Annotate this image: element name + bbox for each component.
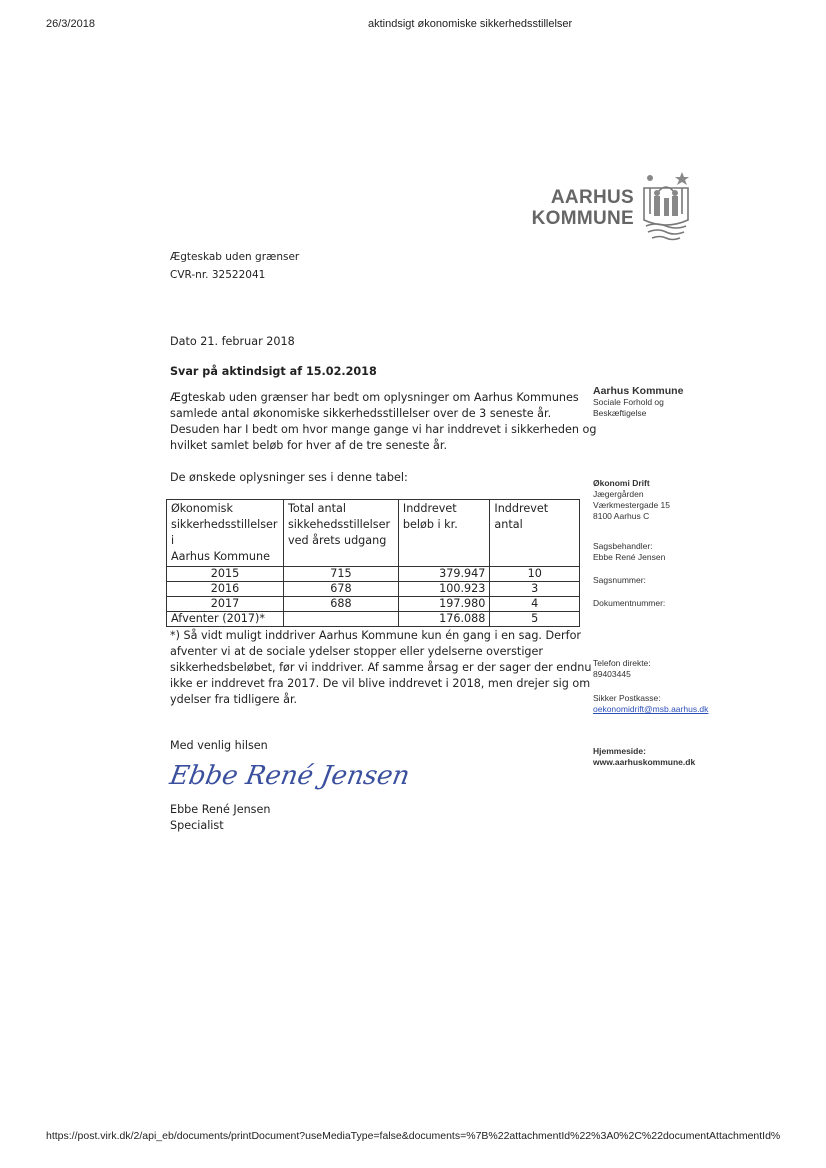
letter-date: Dato 21. februar 2018 xyxy=(170,335,295,348)
header-line: antal xyxy=(494,518,523,531)
case-handler-label: Sagsbehandler: xyxy=(593,541,653,551)
data-table xyxy=(166,499,580,627)
table-cell: 176.088 xyxy=(398,612,490,627)
sidebar-case-handler xyxy=(593,541,665,563)
paragraph-line: afventer vi at de sociale ydelser stopper eller ydelserne overstiger xyxy=(170,645,544,658)
case-number-label: Sagsnummer: xyxy=(593,575,646,585)
table-header-cell xyxy=(398,500,490,567)
case-handler-value: Ebbe René Jensen xyxy=(593,552,666,562)
table-cell: 5 xyxy=(490,612,580,627)
intro-paragraph xyxy=(170,390,596,454)
sidebar-address-line: Værkmestergade 15 xyxy=(593,500,671,510)
sidebar-address-line: 8100 Aarhus C xyxy=(593,511,650,521)
paragraph-line: hvilket samlet beløb for hver af de tre seneste år. xyxy=(170,439,448,452)
paragraph-line: Desuden har I bedt om hvor mange gange vi har inddrevet i sikkerheden og xyxy=(170,423,597,436)
table-cell: 688 xyxy=(283,597,398,612)
letter-subject: Svar på aktindsigt af 15.02.2018 xyxy=(170,365,377,378)
header-line: sikkehedsstillelser xyxy=(287,518,391,531)
signer-name: Ebbe René Jensen xyxy=(170,803,271,816)
header-line: beløb i kr. xyxy=(402,518,458,531)
header-line: Økonomisk xyxy=(171,502,233,515)
table-header-row xyxy=(167,500,580,567)
recipient-cvr: CVR-nr. 32522041 xyxy=(170,269,266,281)
logo-line-1: AARHUS xyxy=(550,187,634,208)
sidebar-dept-line: Beskæftigelse xyxy=(593,408,647,418)
table-cell: 379.947 xyxy=(398,567,490,582)
sidebar-website xyxy=(593,746,695,768)
sidebar-address xyxy=(593,478,670,522)
table-cell xyxy=(283,612,398,627)
table-intro: De ønskede oplysninger ses i denne tabel: xyxy=(170,471,408,484)
document-number-label: Dokumentnummer: xyxy=(593,598,666,608)
header-line: Aarhus Kommune xyxy=(171,550,270,563)
paragraph-line: ydelser fra tidligere år. xyxy=(170,693,298,706)
table-header-cell xyxy=(490,500,580,567)
sidebar-org: Aarhus Kommune xyxy=(593,385,684,397)
print-title: aktindsigt økonomiske sikkerhedsstillelser xyxy=(368,18,573,30)
signer-block xyxy=(170,802,270,834)
closing: Med venlig hilsen xyxy=(170,739,268,752)
print-url: https://post.virk.dk/2/api_eb/documents/printDocument?useMediaType=false&documents=%7B%22attachmentId%22%3A0%2C%22documentAttachmentId% xyxy=(46,1130,781,1142)
table-row xyxy=(167,612,580,627)
sidebar-address-line: Jægergården xyxy=(593,489,644,499)
table-cell: 3 xyxy=(490,582,580,597)
phone-label: Telefon direkte: xyxy=(593,658,651,668)
footnote-paragraph xyxy=(170,628,592,708)
sidebar-dept-line: Sociale Forhold og xyxy=(593,397,664,407)
recipient-name: Ægteskab uden grænser xyxy=(170,251,300,263)
signer-title: Specialist xyxy=(170,819,224,832)
paragraph-line: *) Så vidt muligt inddriver Aarhus Kommune kun én gang i en sag. Derfor xyxy=(170,629,582,642)
header-line: Inddrevet xyxy=(494,502,549,515)
aarhus-coat-of-arms-icon xyxy=(640,168,692,248)
sidebar-secure-mail xyxy=(593,693,708,715)
secure-mail-label: Sikker Postkasse: xyxy=(593,693,661,703)
table-row xyxy=(167,597,580,612)
header-line: Total antal xyxy=(287,502,346,515)
signature-image xyxy=(167,754,412,794)
table-cell: Afventer (2017)* xyxy=(167,612,284,627)
table-cell: 2015 xyxy=(167,567,284,582)
table-cell: 2017 xyxy=(167,597,284,612)
website-value: www.aarhuskommune.dk xyxy=(593,757,696,767)
table-row xyxy=(167,582,580,597)
sidebar-phone xyxy=(593,658,651,680)
table-cell: 100.923 xyxy=(398,582,490,597)
paragraph-line: ikke er inddrevet fra 2017. De vil blive inddrevet i 2018, men drejer sig om xyxy=(170,677,591,690)
print-date: 26/3/2018 xyxy=(46,18,95,30)
table-header-cell xyxy=(167,500,284,567)
table-cell: 2016 xyxy=(167,582,284,597)
sidebar-unit: Økonomi Drift xyxy=(593,478,650,488)
logo-line-2: KOMMUNE xyxy=(531,208,634,229)
paragraph-line: samlede antal økonomiske sikkerhedsstillelser over de 3 seneste år. xyxy=(170,407,552,420)
header-line: ved årets udgang xyxy=(287,534,387,547)
header-line: sikkerhedsstillelser i xyxy=(171,518,278,547)
paragraph-line: Ægteskab uden grænser har bedt om oplysninger om Aarhus Kommunes xyxy=(170,391,579,404)
table-cell: 197.980 xyxy=(398,597,490,612)
table-header-cell xyxy=(283,500,398,567)
secure-mail-link[interactable]: oekonomidrift@msb.aarhus.dk xyxy=(593,704,709,714)
table-row xyxy=(167,567,580,582)
table-cell: 678 xyxy=(283,582,398,597)
table-cell: 715 xyxy=(283,567,398,582)
paragraph-line: sikkerhedsbeløbet, før vi inddriver. Af samme årsag er der sager der endnu xyxy=(170,661,592,674)
sidebar-contact xyxy=(593,385,683,419)
table-cell: 4 xyxy=(490,597,580,612)
signature-text: Ebbe René Jensen xyxy=(167,761,412,791)
phone-value: 89403445 xyxy=(593,669,631,679)
recipient-block xyxy=(170,248,299,284)
logo-wordmark xyxy=(520,187,634,229)
table-cell: 10 xyxy=(490,567,580,582)
header-line: Inddrevet xyxy=(402,502,457,515)
website-label: Hjemmeside: xyxy=(593,746,646,756)
